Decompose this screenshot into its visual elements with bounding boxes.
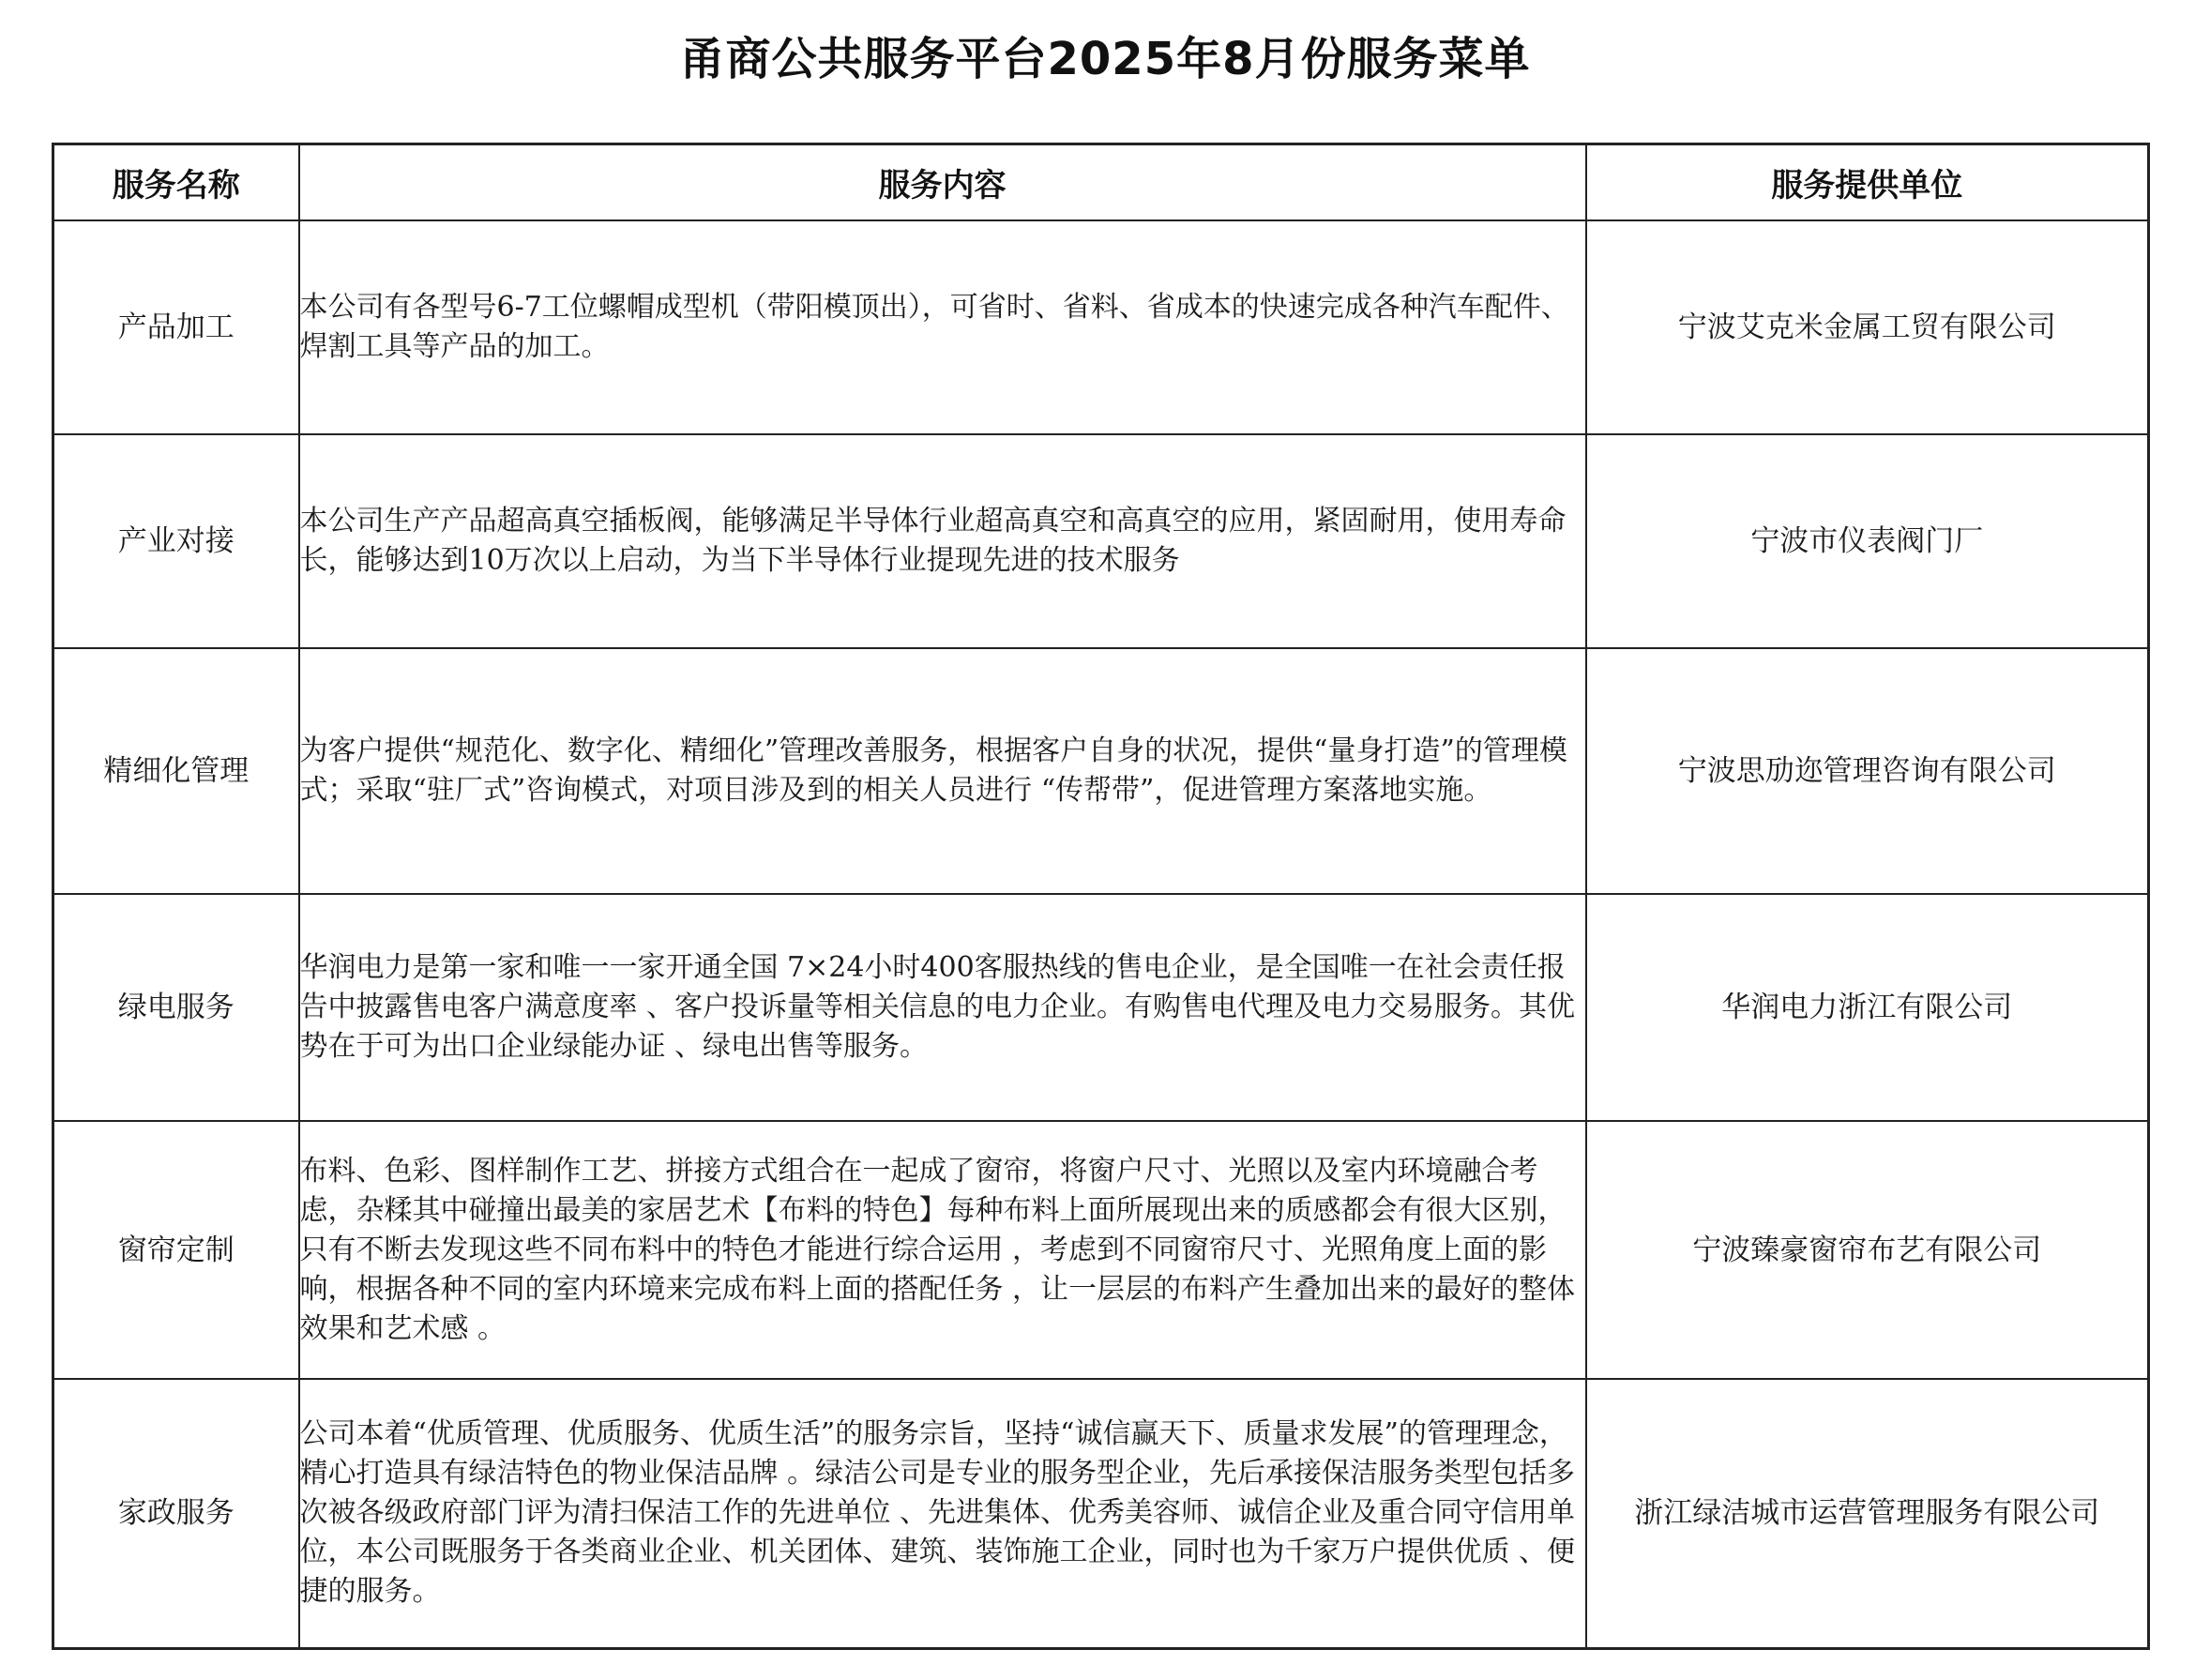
service-name-cell: 家政服务 bbox=[53, 1379, 299, 1648]
service-content-cell: 本公司有各型号6-7工位螺帽成型机（带阳模顶出），可省时、省料、省成本的快速完成各种汽车配件、焊割工具等产品的加工。 bbox=[299, 220, 1586, 434]
service-content-cell: 布料、色彩、图样制作工艺、拼接方式组合在一起成了窗帘，将窗户尺寸、光照以及室内环境融合考虑，杂糅其中碰撞出最美的家居艺术【布料的特色】每种布料上面所展现出来的质感都会有很大区别，只有不断去发现这些不同布料中的特色才能进行综合运用 ，考虑到不同窗帘尺寸、光照角度上面的影响，根据各种不同的室内环境来完成布料上面的搭配任务 ，让一层层的布料产生叠加出来的最好的整体效果和艺术感 。 bbox=[299, 1121, 1586, 1379]
service-menu-table bbox=[52, 143, 2150, 1650]
service-content-cell: 本公司生产产品超高真空插板阀，能够满足半导体行业超高真空和高真空的应用，紧固耐用，使用寿命长，能够达到10万次以上启动，为当下半导体行业提现先进的技术服务 bbox=[299, 434, 1586, 648]
service-provider-cell: 宁波思劢迩管理咨询有限公司 bbox=[1586, 648, 2149, 894]
service-provider-cell: 浙江绿洁城市运营管理服务有限公司 bbox=[1586, 1379, 2149, 1648]
table-row bbox=[53, 894, 2149, 1121]
service-provider-cell: 宁波臻豪窗帘布艺有限公司 bbox=[1586, 1121, 2149, 1379]
service-content-cell: 华润电力是第一家和唯一一家开通全国 7×24小时400客服热线的售电企业，是全国唯一在社会责任报告中披露售电客户满意度率 、客户投诉量等相关信息的电力企业。有购售电代理及电力交易服务。其优势在于可为出口企业绿能办证 、绿电出售等服务。 bbox=[299, 894, 1586, 1121]
service-name-cell: 绿电服务 bbox=[53, 894, 299, 1121]
service-name-cell: 产品加工 bbox=[53, 220, 299, 434]
service-provider-cell: 宁波艾克米金属工贸有限公司 bbox=[1586, 220, 2149, 434]
header-service-provider: 服务提供单位 bbox=[1586, 144, 2149, 221]
service-content-cell: 公司本着“优质管理、优质服务、优质生活”的服务宗旨，坚持“诚信赢天下、质量求发展”的管理理念，精心打造具有绿洁特色的物业保洁品牌 。绿洁公司是专业的服务型企业，先后承接保洁服务类型包括多次被各级政府部门评为清扫保洁工作的先进单位 、先进集体、优秀美容师、诚信企业及重合同守信用单位，本公司既服务于各类商业企业、机关团体、建筑、装饰施工企业，同时也为千家万户提供优质 、便捷的服务。 bbox=[299, 1379, 1586, 1648]
table-row bbox=[53, 1379, 2149, 1648]
table-row bbox=[53, 648, 2149, 894]
table-row bbox=[53, 434, 2149, 648]
service-name-cell: 精细化管理 bbox=[53, 648, 299, 894]
header-service-content: 服务内容 bbox=[299, 144, 1586, 221]
service-name-cell: 产业对接 bbox=[53, 434, 299, 648]
page-title: 甬商公共服务平台2025年8月份服务菜单 bbox=[679, 33, 1531, 85]
service-provider-cell: 华润电力浙江有限公司 bbox=[1586, 894, 2149, 1121]
service-provider-cell: 宁波市仪表阀门厂 bbox=[1586, 434, 2149, 648]
service-content-cell: 为客户提供“规范化、数字化、精细化”管理改善服务，根据客户自身的状况，提供“量身打造”的管理模式；采取“驻厂式”咨询模式，对项目涉及到的相关人员进行 “传帮带”，促进管理方案落地实施。 bbox=[299, 648, 1586, 894]
service-name-cell: 窗帘定制 bbox=[53, 1121, 299, 1379]
table-row bbox=[53, 1121, 2149, 1379]
table-row bbox=[53, 220, 2149, 434]
header-service-name: 服务名称 bbox=[53, 144, 299, 221]
table-header-row bbox=[53, 144, 2149, 221]
